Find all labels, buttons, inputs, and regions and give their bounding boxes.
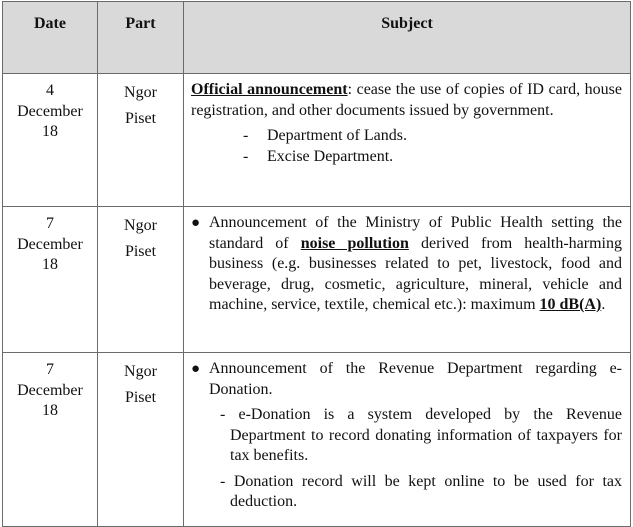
- header-part: Part: [98, 2, 184, 74]
- sub-item: - Donation record will be kept online to be used for tax deduction.: [220, 472, 622, 510]
- date-cell: [3, 207, 98, 353]
- date-day: 4: [46, 82, 54, 99]
- list-item: - Excise Department.: [243, 146, 622, 167]
- date-cell: [3, 353, 98, 527]
- part-line: Piset: [124, 389, 157, 406]
- table-row: [3, 207, 631, 353]
- table-row: [3, 74, 631, 207]
- part-line: Ngor: [124, 84, 157, 101]
- part-line: Piset: [124, 110, 157, 127]
- header-row: [3, 2, 631, 74]
- subject-lead: Official announcement: [191, 81, 348, 98]
- announcement-table: [2, 1, 631, 527]
- date-month: December: [17, 102, 83, 120]
- date-year: 18: [42, 256, 58, 273]
- date-year: 18: [42, 402, 58, 419]
- table-row: [3, 353, 631, 527]
- bullet-item: [191, 213, 622, 316]
- subject-cell: [184, 74, 631, 207]
- part-line: Ngor: [124, 363, 157, 380]
- emphasis-noise-pollution: noise pollution: [300, 234, 409, 252]
- part-cell: [98, 353, 184, 527]
- bullet-text: Announcement of the Revenue Department regarding e-Donation.: [209, 360, 622, 398]
- sub-item: - e-Donation is a system developed by the Revenue Department to record donating information of taxpayers for tax benefits.: [220, 406, 622, 464]
- bullet-icon: ●: [191, 361, 201, 377]
- list-item: - Department of Lands.: [243, 125, 622, 146]
- part-cell: [98, 74, 184, 207]
- header-date: Date: [3, 2, 98, 74]
- bullet-text: [209, 213, 622, 316]
- part-line: Ngor: [124, 217, 157, 234]
- date-cell: [3, 74, 98, 207]
- header-subject: Subject: [184, 2, 631, 74]
- date-day: 7: [46, 361, 54, 378]
- date-month: December: [17, 235, 83, 253]
- limit-value: 10 dB(A): [539, 296, 602, 313]
- bullet-item: [191, 359, 622, 400]
- date-year: 18: [42, 123, 58, 140]
- department-list: [243, 125, 622, 167]
- part-line: Piset: [124, 243, 157, 260]
- subject-cell: [184, 207, 631, 353]
- subject-text: [191, 80, 622, 121]
- text-part: Announcement of the Ministry of Public Health setting the standard of: [209, 214, 622, 252]
- text-part: .: [601, 296, 606, 313]
- text-part: derived from health-harming business (e.g. businesses related to pet, livestock, food and beverage, drug, cosmetic, agriculture, mineral, vehicle and machine, service, textile, chemical etc.): maximum: [209, 234, 622, 313]
- bullet-icon: ●: [191, 215, 201, 231]
- date-month: December: [17, 381, 83, 399]
- date-day: 7: [46, 215, 54, 232]
- subject-cell: [184, 353, 631, 527]
- subject-body: : cease the use of copies of ID card, house registration, and other documents issued by government.: [191, 81, 622, 119]
- part-cell: [98, 207, 184, 353]
